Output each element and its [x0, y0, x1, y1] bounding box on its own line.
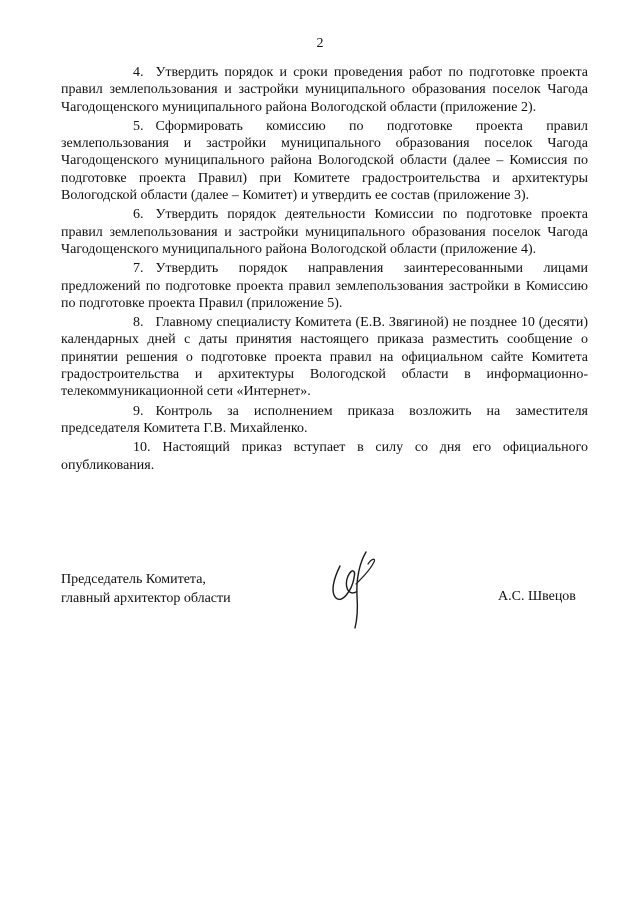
paragraph-text: Утвердить порядок и сроки проведения работ по подготовке проекта правил землепользования и застройки муниципального образования поселок Чагода Чагодощенского муниципального района Вологодской области (приложение 2). [61, 65, 588, 115]
paragraph-number: 9. [133, 403, 144, 419]
paragraph-text: Утвердить порядок деятельности Комиссии по подготовке проекта правил землепользования и застройки муниципального образования поселок Чагода Чагодощенского муниципального района Вологодской области (приложение 4). [61, 207, 588, 257]
signer-title [61, 570, 231, 608]
paragraph-number: 4. [133, 65, 144, 80]
document-body [61, 64, 588, 476]
paragraph-4 [61, 64, 588, 116]
paragraph-10 [61, 439, 588, 474]
paragraph-9 [61, 403, 588, 438]
page-number: 2 [316, 36, 324, 51]
paragraph-text: Сформировать комиссию по подготовке проекта правил землепользования и застройки муниципального образования поселок Чагода Чагодощенского муниципального района Вологодской области (далее – Комиссия по подготовке проекта Правил) при Комитете градостроительства и архитектуры Вологодской области (далее – Комитет) и утвердить ее состав (приложение 3). [61, 118, 588, 204]
paragraph-number: 7. [133, 261, 144, 277]
paragraph-5 [61, 118, 588, 204]
signer-title-line-1: Председатель Комитета, [61, 572, 206, 587]
paragraph-7 [61, 260, 588, 312]
paragraph-number: 6. [133, 207, 144, 223]
paragraph-number: 8. [133, 315, 144, 331]
paragraph-text: Контроль за исполнением приказа возложить на заместителя председателя Комитета Г.В. Михайленко. [61, 403, 588, 436]
paragraph-8 [61, 314, 588, 400]
signer-name: А.С. Швецов [498, 589, 576, 604]
paragraph-text: Утвердить порядок направления заинтересованными лицами предложений по подготовке проекта правил землепользования застройки в Комиссию по подготовке проекта Правил (приложение 5). [61, 261, 588, 311]
paragraph-number: 10. [133, 440, 151, 456]
paragraph-6 [61, 206, 588, 258]
handwritten-signature-icon [326, 548, 384, 630]
paragraph-text: Главному специалисту Комитета (Е.В. Звягиной) не позднее 10 (десяти) календарных дней с даты принятия настоящего приказа разместить сообщение о принятии решения о подготовке проекта правил на официальном сайте Комитета градостроительства и архитектуры Вологодской области в информационно-телекоммуникационной сети «Интернет». [61, 315, 588, 400]
paragraph-text: Настоящий приказ вступает в силу со дня его официального опубликования. [61, 440, 588, 473]
paragraph-number: 5. [133, 118, 144, 134]
signer-title-line-2: главный архитектор области [61, 591, 231, 606]
